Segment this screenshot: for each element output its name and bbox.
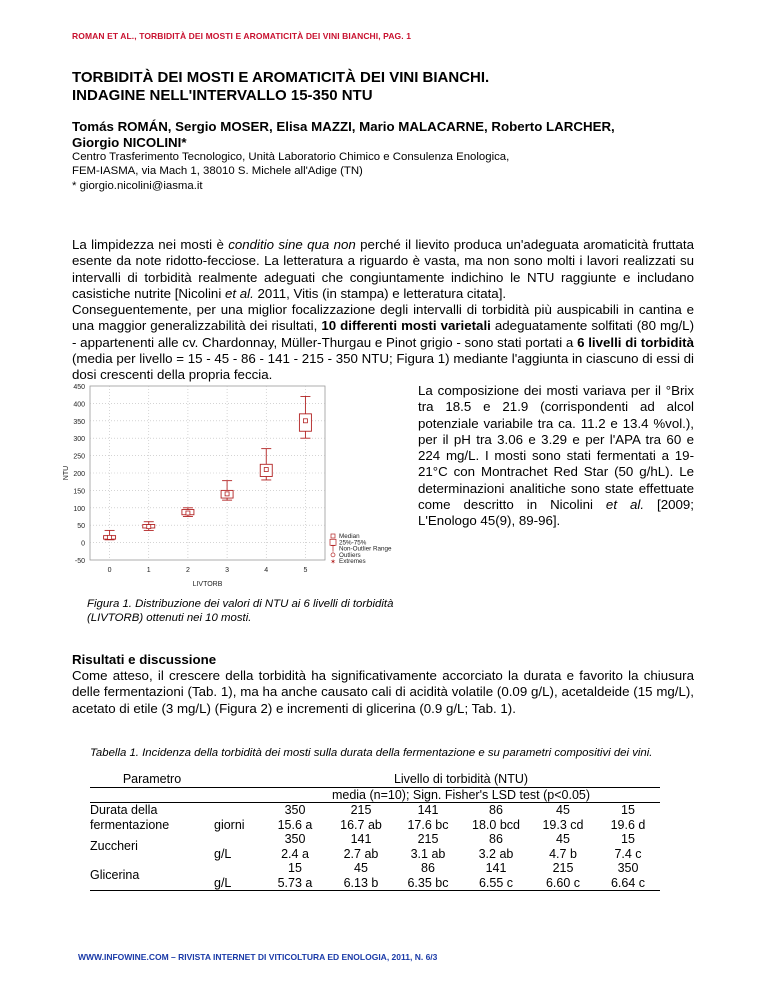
- value-cell: 6.13 b: [328, 876, 394, 891]
- y-tick-label: 100: [73, 505, 85, 513]
- value-cell: 2.4 a: [281, 846, 309, 861]
- x-tick-label: 2: [185, 567, 190, 574]
- table-1-caption: Tabella 1. Incidenza della torbidità dei mosti sulla durata della fermentazione e su parametri compositivi dei vini.: [90, 747, 653, 759]
- value-cell: 6.60 c: [530, 876, 596, 891]
- level-cell: 350: [617, 861, 639, 875]
- level-cell: 86: [489, 803, 503, 817]
- unit-cell: g/L: [214, 861, 262, 891]
- legend-median-symbol: [331, 534, 335, 538]
- figure-1-boxplot: [60, 380, 410, 590]
- param-name: Zuccheri: [90, 839, 138, 854]
- legend-extreme-symbol: ✶: [330, 558, 336, 567]
- group-subheader: media (n=10); Sign. Fisher's LSD test (p<0.05): [262, 787, 660, 803]
- legend-label: Median: [339, 533, 360, 540]
- intro-paragraph-2: Conseguentemente, per una miglior focalizzazione degli intervalli di torbidità più auspicabili in cantina e una maggior generalizzabilità dei risultati, 10 differenti mosti varietali adeguatamente solfitati (80 mg/L) - appartenenti alle cv. Chardonnay, Müller-Thurgau e Pinot grigio - sono stati portati a 6 livelli di torbidità (media per livello = 15 - 45 - 86 - 141 - 215 - 350 NTU; Figura 1) mediante l'aggiunta in ciascuno di essi di dosi crescenti della propria feccia.: [72, 302, 694, 383]
- y-tick-label: 400: [73, 401, 85, 409]
- median-marker: [264, 468, 268, 472]
- paper-title: [72, 69, 692, 105]
- table-row-levels: [90, 832, 660, 847]
- value-cell: 2.7 ab: [343, 846, 379, 861]
- level-cell: 141: [350, 832, 372, 846]
- median-marker: [225, 492, 229, 496]
- value-cell: 19.3 cd: [542, 817, 584, 832]
- level-cell: 215: [552, 861, 574, 875]
- y-tick-label: 450: [73, 384, 85, 391]
- legend-box-symbol: [330, 539, 336, 545]
- value-cell: 6.64 c: [596, 876, 660, 891]
- legend-label: 25%-75%: [339, 539, 367, 547]
- contact-email: * giorgio.nicolini@iasma.it: [72, 179, 203, 192]
- level-cell: 15: [621, 832, 635, 846]
- level-cell: 45: [556, 832, 570, 846]
- value-cell: 18.0 bcd: [472, 817, 520, 832]
- value-cell: 19.6 d: [610, 817, 646, 832]
- level-cell: 45: [354, 861, 368, 875]
- y-axis-label: NTU: [63, 465, 70, 481]
- unit-cell: g/L: [214, 846, 232, 861]
- level-cell: 215: [417, 832, 439, 846]
- level-cell: 350: [284, 803, 306, 817]
- must-composition-text: La composizione dei mosti variava per il °Brix tra 18.5 e 21.9 (corrispondenti ad alcol potenziale variabile tra ca. 11.2 e 13.4 %vol.), per il pH tra 3.06 e 3.29 e per l'APA tra 60 e 224 mg/L. I mosti sono stati fermentati a 19-21°C con Montrachet Red Star (50 g/hL). Le determinazioni analitiche sono state effettuate come descritto in Nicolini et al. [2009; L'Enologo 45(9), 89-96].: [418, 383, 694, 529]
- x-tick-label: 3: [225, 567, 230, 574]
- section-heading-results: Risultati e discussione: [72, 652, 217, 667]
- param-name-line-2: fermentazione: [90, 817, 170, 832]
- unit-cell: giorni: [214, 817, 245, 832]
- legend-label: Extremes: [339, 558, 366, 566]
- median-marker: [186, 511, 190, 515]
- results-paragraph: Come atteso, il crescere della torbidità ha significativamente accorciato la durata e favorito la chiusura delle fermentazioni (Tab. 1), ma ha anche causato cali di acidità volatile (0.09 g/L), acetaldeide (15 mg/L), acetato di etile (3 mg/L) (Figura 2) e incrementi di glicerina (0.9 g/L; Tab. 1).: [72, 668, 694, 716]
- value-cell: 3.2 ab: [478, 846, 514, 861]
- y-tick-label: -50: [74, 558, 85, 565]
- level-cell: 350: [284, 832, 306, 846]
- value-cell: 4.7 b: [549, 846, 577, 861]
- value-cell: 16.7 ab: [340, 817, 382, 832]
- y-tick-label: 200: [73, 471, 85, 478]
- x-tick-label: 0: [107, 567, 112, 574]
- figure-1-caption: Figura 1. Distribuzione dei valori di NTU ai 6 livelli di torbidità (LIVTORB) ottenuti nei 10 mosti.: [87, 598, 394, 624]
- level-cell: 86: [421, 861, 435, 875]
- title-line-2: INDAGINE NELL'INTERVALLO 15-350 NTU: [72, 87, 373, 104]
- level-cell: 15: [288, 861, 302, 875]
- level-cell: 141: [417, 803, 439, 817]
- affiliation: [72, 150, 692, 193]
- median-marker: [303, 419, 307, 423]
- table-row-levels: [90, 861, 660, 876]
- authors-line-1: Tomás ROMÁN, Sergio MOSER, Elisa MAZZI, Mario MALACARNE, Roberto LARCHER,: [72, 119, 615, 134]
- param-header: Parametro: [122, 772, 182, 786]
- value-cell: 6.55 c: [462, 876, 530, 891]
- value-cell: 15.6 a: [277, 817, 313, 832]
- x-tick-label: 5: [303, 567, 308, 574]
- value-cell: 17.6 bc: [407, 817, 449, 832]
- value-cell: 3.1 ab: [410, 846, 446, 861]
- median-marker: [108, 535, 112, 539]
- value-cell: 5.73 a: [262, 876, 328, 891]
- y-tick-label: 150: [73, 488, 85, 496]
- table-header-row-2: [90, 787, 660, 803]
- level-cell: 15: [621, 803, 635, 817]
- table-row-values: [90, 818, 660, 833]
- level-cell: 215: [350, 803, 372, 817]
- author-list: [72, 119, 694, 151]
- legend-outlier-symbol: [331, 553, 335, 557]
- y-tick-label: 300: [73, 436, 85, 444]
- table-header-row-1: [90, 772, 660, 787]
- param-name: Durata della: [90, 803, 158, 817]
- y-tick-label: 50: [77, 523, 85, 531]
- y-tick-label: 350: [73, 418, 85, 426]
- affiliation-line-2: FEM-IASMA, via Mach 1, 38010 S. Michele all'Adige (TN): [72, 165, 363, 178]
- table-row-levels: [90, 803, 660, 818]
- param-name: Glicerina: [90, 861, 214, 891]
- authors-line-2: Giorgio NICOLINI*: [72, 135, 187, 150]
- x-tick-label: 1: [146, 567, 151, 574]
- legend-label: Outliers: [339, 551, 361, 559]
- median-marker: [147, 525, 151, 529]
- intro-paragraph-1: La limpidezza nei mosti è conditio sine qua non perché il lievito produca un'adeguata aromaticità fruttata esente da note ridotto-fecciose. La letteratura a riguardo è vasta, ma non sono molti i lavori realizzati su intervalli di torbidità realmente adeguati che congiuntamente indichino le NTU raggiunte e includano casistiche nutrite [Nicolini et al. 2011, Vitis (in stampa) e letteratura citata].: [72, 237, 694, 301]
- affiliation-line-1: Centro Trasferimento Tecnologico, Unità Laboratorio Chimico e Consulenza Enologica,: [72, 151, 510, 163]
- page-footer: WWW.INFOWINE.COM – RIVISTA INTERNET DI VITICOLTURA ED ENOLOGIA, 2011, N. 6/3: [78, 952, 438, 962]
- level-cell: 86: [489, 832, 503, 846]
- level-cell: 45: [556, 803, 570, 817]
- y-tick-label: 0: [81, 540, 85, 548]
- title-line-1: TORBIDITÀ DEI MOSTI E AROMATICITÀ DEI VINI BIANCHI.: [72, 69, 490, 86]
- group-header: Livello di torbidità (NTU): [393, 772, 529, 786]
- introduction: [72, 237, 694, 384]
- table-1: [90, 772, 660, 891]
- value-cell: 6.35 bc: [394, 876, 462, 891]
- y-tick-label: 250: [73, 453, 85, 461]
- x-axis-label: LIVTORB: [192, 581, 223, 588]
- level-cell: 141: [485, 861, 507, 875]
- legend-label: Non-Outlier Range: [339, 545, 392, 553]
- running-head: ROMAN ET AL., TORBIDITÀ DEI MOSTI E AROMATICITÀ DEI VINI BIANCHI, PAG. 1: [72, 31, 412, 41]
- value-cell: 7.4 c: [614, 846, 642, 861]
- x-tick-label: 4: [264, 567, 269, 574]
